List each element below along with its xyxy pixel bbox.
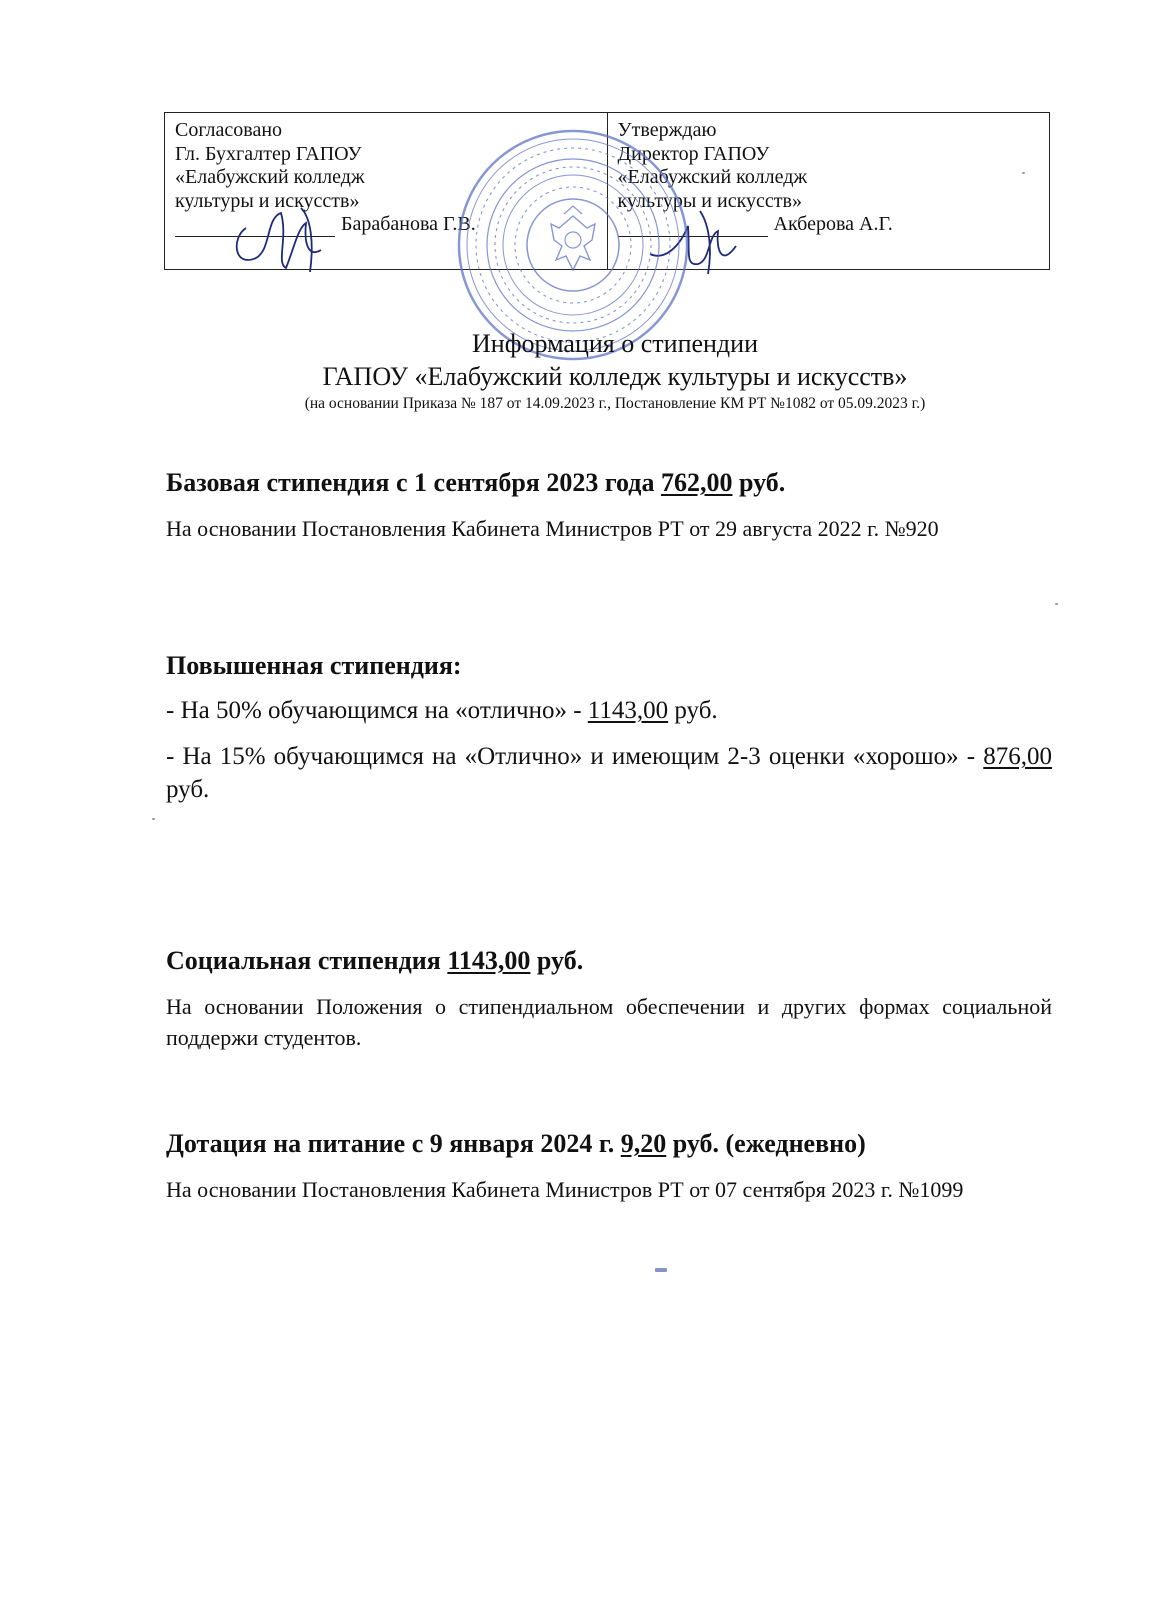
food-heading-text: Дотация на питание с 9 января 2024 г. (166, 1129, 615, 1158)
base-currency: руб. (738, 468, 786, 497)
food-subsidy-section (166, 1128, 1052, 1205)
increased-item1-text: - На 50% обучающимся на «отлично» - (166, 697, 582, 724)
base-scholarship-section (166, 467, 1052, 544)
scan-speck (1055, 603, 1058, 605)
food-basis-text: На основании Постановления Кабинета Министров РТ от 07 сентября 2023 г. №1099 (166, 1177, 964, 1202)
base-heading-text: Базовая стипендия с 1 сентября 2023 года (166, 468, 655, 497)
base-amount: 762,00 (660, 468, 733, 497)
food-subsidy-heading (166, 1128, 1052, 1160)
base-basis-text: На основании Постановления Кабинета Министров РТ от 29 августа 2022 г. №920 (166, 516, 939, 541)
increased-item2-amount: 876,00 (983, 743, 1053, 770)
scan-speck (655, 1268, 667, 1272)
increased-item2-text: - На 15% обучающимся на «Отлично» и имеющим 2-3 оценки «хорошо» - (166, 743, 976, 770)
increased-heading: Повышенная стипендия: (166, 651, 462, 680)
signature-scribble-icon (226, 198, 336, 276)
scan-speck (1022, 172, 1025, 174)
agreed-org-line1: «Елабужский колледж (175, 166, 365, 188)
social-scholarship-heading (166, 945, 1052, 977)
food-currency: руб. (ежедневно) (672, 1129, 866, 1158)
social-scholarship-section (166, 945, 1052, 1053)
page-subtitle: ГАПОУ «Елабужский колледж культуры и искусств» (322, 362, 908, 391)
increased-item1-amount: 1143,00 (587, 697, 669, 724)
increased-item1-currency: руб. (674, 697, 718, 724)
base-scholarship-heading (166, 467, 1052, 499)
increased-item-excellent (166, 694, 1052, 727)
document-title-block (0, 327, 1163, 415)
social-amount: 1143,00 (447, 946, 531, 975)
title-basis-note: (на основании Приказа № 187 от 14.09.2023 г., Постановление КМ РТ №1082 от 05.09.2023 г.) (304, 395, 926, 412)
approved-signer-name: Акберова А.Г. (773, 213, 893, 235)
social-basis-text: На основании Положения о стипендиальном обеспечении и других формах социальной поддержи студентов. (166, 994, 1052, 1050)
agreed-position: Гл. Бухгалтер ГАПОУ (175, 142, 362, 165)
food-amount: 9,20 (620, 1129, 667, 1158)
approved-label: Утверждаю (617, 119, 717, 141)
increased-item-mixed (166, 740, 1052, 806)
social-currency: руб. (536, 946, 584, 975)
agreed-label: Согласовано (175, 119, 283, 141)
increased-item2-currency: руб. (166, 776, 210, 803)
approved-org-line2: культуры и искусств» (617, 189, 802, 212)
agreed-signer-name: Барабанова Г.В. (341, 213, 476, 235)
increased-scholarship-section (166, 650, 1052, 806)
social-heading-text: Социальная стипендия (166, 946, 441, 975)
agreed-org-line2: культуры и искусств» (175, 189, 360, 212)
approved-org-line1: «Елабужский колледж (617, 166, 808, 188)
page-title: Информация о стипендии (472, 329, 758, 358)
scan-speck (152, 818, 155, 820)
approved-position: Директор ГАПОУ (617, 142, 770, 165)
